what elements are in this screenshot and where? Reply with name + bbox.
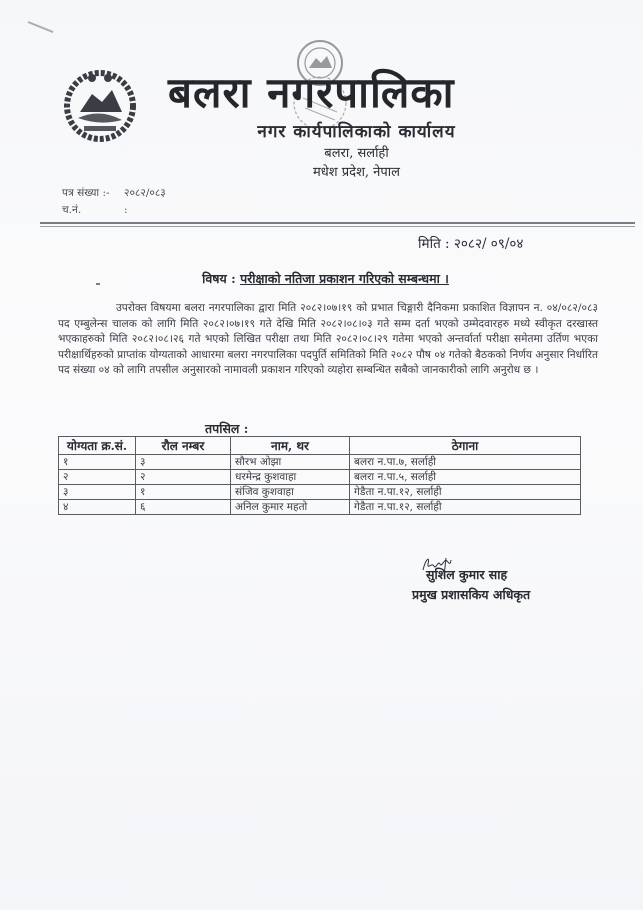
- candidate-name: अनिल कुमार महतो: [231, 500, 350, 515]
- roll-number: १: [136, 485, 231, 500]
- letter-no-label: पत्र संख्या :-: [62, 187, 110, 199]
- subject-label: विषय :: [202, 271, 236, 286]
- candidate-address: गेडैता न.पा.१२, सर्लाही: [350, 500, 581, 515]
- subject-line: [0, 270, 643, 287]
- signatory-title: प्रमुख प्रशासकिय अधिकृत: [412, 587, 531, 602]
- header-divider-secondary: [40, 226, 635, 227]
- header-name: नाम, थर: [231, 437, 350, 455]
- signatory-name: सुशिल कुमार साह: [426, 567, 508, 582]
- table-row: [59, 455, 581, 470]
- header-roll-number: रौल नम्बर: [136, 437, 231, 455]
- candidate-name: सौरभ ओझा: [231, 455, 350, 470]
- candidate-address: बलरा न.पा.५, सर्लाही: [350, 470, 581, 485]
- candidate-name: संजिव कुशवाहा: [231, 485, 350, 500]
- organization-name: बलरा नगरपालिका: [168, 68, 455, 117]
- office-province: मधेश प्रदेश, नेपाल: [313, 165, 400, 180]
- table-header-row: [59, 437, 581, 455]
- results-table: [58, 436, 581, 515]
- body-paragraph: उपरोक्त विषयमा बलरा नगरपालिका द्वारा मिति २०८२।०७।१९ को प्रभात चिङ्गारी दैनिकमा प्रकाशित विज्ञापन न. ०४/०८२/०८३ पद एम्बुलेन्स चालक को लागि मिति २०८२।०७।१९ गते देखि मिति २०८२।०८।०३ गते सम्म दर्ता भएको उम्मेदवारहरु मध्ये स्वीकृत दरखास्त भएकाहरुको मिति २०८२।०८।२६ गते भएको लिखित परीक्षा तथा मिति २०८२।०८।२९ गतेमा भएको अन्तर्वार्ता परीक्षा समेतमा उर्तिण भएका परीक्षार्थिहरुको प्राप्तांक योग्यताको आधारमा बलरा नगरपालिका पदपुर्ति समितिको मिति २०८२ पौष ०४ गतेको बैठकको निर्णय अनुसार निर्धारित पद संख्या ०४ को लागि तपसील अनुसारको नामावली प्रकाशन गरिएको व्यहोरा सम्बन्धित सबैको जानकारीको लागि अनुरोध छ ।: [58, 302, 598, 377]
- subject-text: परीक्षाको नतिजा प्रकाशन गरिएको सम्बन्धमा ।: [240, 271, 449, 286]
- merit-rank: १: [59, 455, 136, 470]
- header-divider: [40, 222, 635, 224]
- candidate-address: गेडैता न.पा.१२, सर्लाही: [350, 485, 581, 500]
- table-row: [59, 485, 581, 500]
- table-row: [59, 470, 581, 485]
- table-caption: तपसिल :: [205, 421, 249, 436]
- table-row: [59, 500, 581, 515]
- dispatch-no: :: [124, 204, 128, 216]
- letter-no: २०८२/०८३: [124, 187, 166, 199]
- dispatch-no-label: च.नं.: [62, 204, 82, 216]
- merit-rank: २: [59, 470, 136, 485]
- merit-rank: ३: [59, 485, 136, 500]
- scratch-mark: [28, 21, 54, 33]
- roll-number: ३: [136, 455, 231, 470]
- letter-date: मिति : २०८२/ ०९/०४: [418, 236, 524, 252]
- candidate-name: धरमेन्द्र कुशवाहा: [231, 470, 350, 485]
- header-address: ठेगाना: [350, 437, 581, 455]
- header-merit-rank: योग्यता क्र.सं.: [59, 437, 136, 455]
- merit-rank: ४: [59, 500, 136, 515]
- office-location: बलरा, सर्लाही: [324, 146, 389, 161]
- candidate-address: बलरा न.पा.७, सर्लाही: [350, 455, 581, 470]
- roll-number: २: [136, 470, 231, 485]
- roll-number: ६: [136, 500, 231, 515]
- reference-block: [62, 185, 166, 219]
- office-name: नगर कार्यपालिकाको कार्यालय: [257, 122, 456, 142]
